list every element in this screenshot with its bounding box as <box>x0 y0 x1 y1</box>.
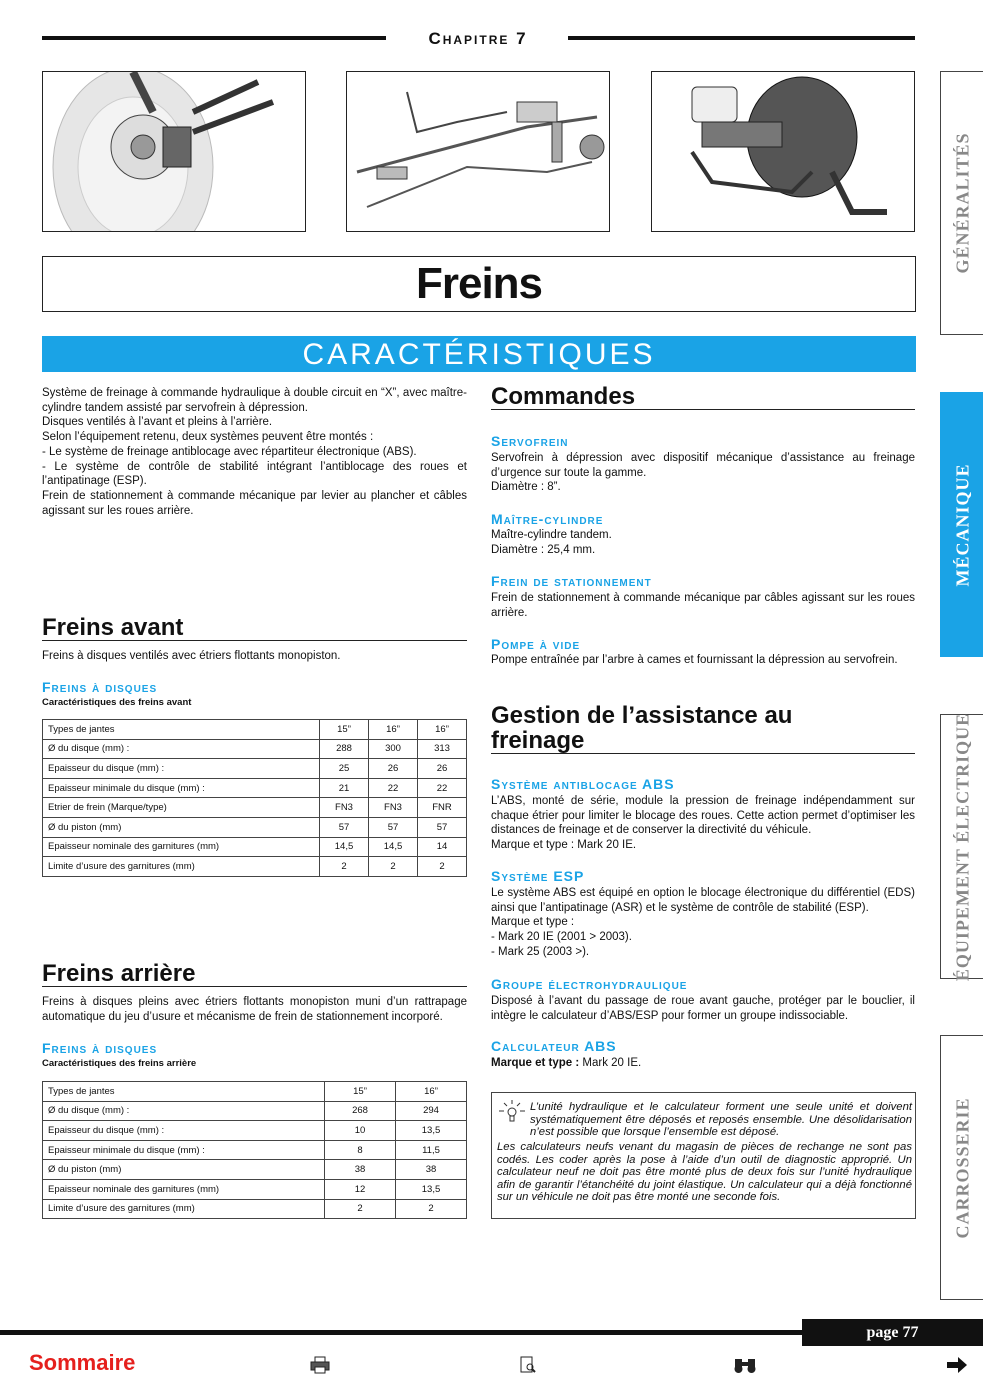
gestion-heading: Gestion de l’assistance au freinage <box>491 703 915 754</box>
value-cell: 16” <box>418 720 467 740</box>
tab-label: MÉCANIQUE <box>952 462 972 587</box>
value-cell: 38 <box>325 1160 396 1180</box>
sommaire-link[interactable]: Sommaire <box>29 1350 136 1375</box>
lightbulb-icon <box>496 1099 528 1125</box>
table-row <box>43 1121 467 1141</box>
value-cell: 2 <box>325 1199 396 1219</box>
table-row <box>43 1179 467 1199</box>
calculateur-text: Marque et type : Mark 20 IE. <box>491 1057 642 1069</box>
front-brake-illustration <box>42 71 306 232</box>
tab-label: CARROSSERIE <box>952 1096 972 1239</box>
table-row <box>43 817 467 837</box>
value-cell: 26 <box>418 759 467 779</box>
servofrein-text: Servofrein à dépression avec dispositif mécanique d’assistance au freinage d’urgence sur toute la gamme. Diamètre : 8”. <box>491 452 915 494</box>
row-label-cell: Epaisseur minimale du disque (mm) : <box>43 778 320 798</box>
table-row <box>43 1160 467 1180</box>
front-table-caption: Caractéristiques des freins avant <box>42 697 192 708</box>
value-cell: 313 <box>418 739 467 759</box>
row-label-cell: Ø du piston (mm) <box>43 817 320 837</box>
rear-disc-subheading: Freins à disques <box>42 1040 158 1056</box>
chapter-label: Chapitre 7 <box>428 29 528 48</box>
row-label-cell: Epaisseur du disque (mm) : <box>43 1121 325 1141</box>
table-row <box>43 1082 467 1102</box>
maitre-cylindre-subheading: Maître-cylindre <box>491 511 604 527</box>
brake-lines-illustration <box>346 71 610 232</box>
row-label-cell: Ø du piston (mm) <box>43 1160 325 1180</box>
commandes-heading: Commandes <box>491 384 915 410</box>
value-cell: FN3 <box>369 798 418 818</box>
rear-brakes-text: Freins à disques pleins avec étriers flottants monopiston muni d’un rattrapage automatique du jeu d’usure et mécanisme de frein de stationnement incorporé. <box>42 996 467 1023</box>
esp-subheading: Système ESP <box>491 868 585 884</box>
rear-brakes-heading: Freins arrière <box>42 961 467 987</box>
frein-stationnement-subheading: Frein de stationnement <box>491 573 652 589</box>
value-cell: FNR <box>418 798 467 818</box>
table-row <box>43 1199 467 1219</box>
value-cell: 300 <box>369 739 418 759</box>
note-paragraph-1: L’unité hydraulique et le calculateur forment une seule unité et doivent systématiquement être déposés et reposés ensemble. Une désolidarisation n’est possible que lorsque l’ensemble est déposé. <box>530 1101 912 1139</box>
row-label-cell: Epaisseur minimale du disque (mm) : <box>43 1140 325 1160</box>
abs-subheading: Système antiblocage ABS <box>491 776 675 792</box>
tab-mecanique[interactable] <box>940 392 983 657</box>
value-cell: 25 <box>320 759 369 779</box>
pompe-vide-subheading: Pompe à vide <box>491 636 581 652</box>
next-page-icon[interactable] <box>946 1356 968 1379</box>
tab-carrosserie[interactable] <box>940 1035 983 1300</box>
footer-rule <box>0 1330 804 1335</box>
value-cell: 21 <box>320 778 369 798</box>
table-row <box>43 798 467 818</box>
value-cell: 26 <box>369 759 418 779</box>
section-banner: CARACTÉRISTIQUES <box>42 336 916 372</box>
tab-generalites[interactable] <box>940 71 983 335</box>
row-label-cell: Epaisseur nominale des garnitures (mm) <box>43 1179 325 1199</box>
pompe-vide-text: Pompe entraînée par l’arbre à cames et fournissant la dépression au servofrein. <box>491 654 898 666</box>
value-cell: 11,5 <box>396 1140 467 1160</box>
tab-label: GÉNÉRALITÉS <box>952 132 972 274</box>
value-cell: 2 <box>320 857 369 877</box>
row-label-cell: Ø du disque (mm) : <box>43 1101 325 1121</box>
row-label-cell: Types de jantes <box>43 1082 325 1102</box>
value-cell: 38 <box>396 1160 467 1180</box>
row-label-cell: Etrier de frein (Marque/type) <box>43 798 320 818</box>
warning-note <box>491 1092 916 1219</box>
value-cell: 22 <box>418 778 467 798</box>
page-title: Freins <box>42 256 916 312</box>
note-paragraph-2: Les calculateurs neufs venant du magasin de pièces de rechange ne sont pas codés. Les coder après la pose à l’aide d’un outil de diagnostic approprié. Un calculateur neuf ne doit pas être monté plus de deux fois sur l’unité hydraulique afin de garantir l’étanchéité du joint élastique. Un calculateur qui a déjà fonctionné sur un véhicule ne doit pas être monté une seconde fois. <box>497 1141 912 1204</box>
table-row <box>43 1140 467 1160</box>
servofrein-subheading: Servofrein <box>491 433 569 449</box>
groupe-text: Disposé à l’avant du passage de roue avant gauche, protéger par le bouclier, il intègre le calculateur d’ABS/ESP pour former un groupe indissociable. <box>491 995 915 1022</box>
intro-text: Système de freinage à commande hydraulique à double circuit en “X”, avec maître-cylindre tandem assisté par servofrein à dépression. Disques ventilés à l’avant et pleins à l’arrière. Selon l’équipement retenu, deux systèmes peuvent être montés : - Le système de freinage antiblocage avec répartiteur électronique (ABS). - Le système de contrôle de stabilité intégrant l’antiblocage des roues et l’antipatinage (ESP). Frein de stationnement à commande mécanique par levier au plancher et câbles agissant sur les roues arrière. <box>42 387 467 517</box>
tab-equipement-electrique[interactable] <box>940 714 983 979</box>
row-label-cell: Epaisseur nominale des garnitures (mm) <box>43 837 320 857</box>
value-cell: 15” <box>320 720 369 740</box>
page-number: page 77 <box>802 1319 983 1346</box>
value-cell: 15” <box>325 1082 396 1102</box>
header-rule-left <box>42 36 386 40</box>
rear-table-caption: Caractéristiques des freins arrière <box>42 1058 197 1069</box>
value-cell: 268 <box>325 1101 396 1121</box>
rear-brakes-table <box>42 1081 467 1219</box>
row-label-cell: Types de jantes <box>43 720 320 740</box>
value-cell: 16” <box>369 720 418 740</box>
value-cell: 22 <box>369 778 418 798</box>
value-cell: 2 <box>396 1199 467 1219</box>
groupe-subheading: Groupe électrohydraulique <box>491 976 688 992</box>
front-disc-subheading: Freins à disques <box>42 679 158 695</box>
header-rule-right <box>568 36 915 40</box>
servo-brake-illustration <box>651 71 915 232</box>
front-brakes-text: Freins à disques ventilés avec étriers flottants monopiston. <box>42 650 341 662</box>
search-document-icon[interactable] <box>519 1356 537 1379</box>
maitre-cylindre-text: Maître-cylindre tandem. Diamètre : 25,4 mm. <box>491 529 612 556</box>
row-label-cell: Limite d’usure des garnitures (mm) <box>43 857 320 877</box>
calculateur-subheading: Calculateur ABS <box>491 1038 617 1054</box>
value-cell: 57 <box>320 817 369 837</box>
table-row <box>43 720 467 740</box>
value-cell: FN3 <box>320 798 369 818</box>
abs-text: L’ABS, monté de série, module la pression de freinage indépendamment sur chaque étrier pour limiter le blocage des roues. Cette action permet d’optimiser les distances de freinage et de conserver la directivité du véhicule. Marque et type : Mark 20 IE. <box>491 795 915 852</box>
value-cell: 12 <box>325 1179 396 1199</box>
binoculars-icon[interactable] <box>733 1356 757 1379</box>
value-cell: 2 <box>418 857 467 877</box>
table-row <box>43 857 467 877</box>
value-cell: 14 <box>418 837 467 857</box>
row-label-cell: Limite d’usure des garnitures (mm) <box>43 1199 325 1219</box>
value-cell: 57 <box>369 817 418 837</box>
print-icon[interactable] <box>310 1356 330 1379</box>
value-cell: 294 <box>396 1101 467 1121</box>
value-cell: 16” <box>396 1082 467 1102</box>
value-cell: 14,5 <box>369 837 418 857</box>
table-row <box>43 837 467 857</box>
value-cell: 57 <box>418 817 467 837</box>
value-cell: 14,5 <box>320 837 369 857</box>
table-row <box>43 739 467 759</box>
table-row <box>43 759 467 779</box>
front-brakes-table <box>42 719 467 877</box>
table-row <box>43 1101 467 1121</box>
value-cell: 13,5 <box>396 1179 467 1199</box>
value-cell: 10 <box>325 1121 396 1141</box>
value-cell: 8 <box>325 1140 396 1160</box>
front-brakes-heading: Freins avant <box>42 615 467 641</box>
frein-stationnement-text: Frein de stationnement à commande mécanique par câbles agissant sur les roues arrière. <box>491 592 915 619</box>
value-cell: 13,5 <box>396 1121 467 1141</box>
table-row <box>43 778 467 798</box>
row-label-cell: Epaisseur du disque (mm) : <box>43 759 320 779</box>
tab-label: ÉQUIPEMENT ÉLECTRIQUE <box>952 712 972 981</box>
value-cell: 288 <box>320 739 369 759</box>
esp-text: Le système ABS est équipé en option le blocage électronique du différentiel (EDS) ainsi que l’antipatinage (ASR) et le système de contrôle de stabilité (ESP). Marque et type : - Mark 20 IE (2001 > 2003). - Mark 25 (2003 >). <box>491 887 915 958</box>
value-cell: 2 <box>369 857 418 877</box>
row-label-cell: Ø du disque (mm) : <box>43 739 320 759</box>
